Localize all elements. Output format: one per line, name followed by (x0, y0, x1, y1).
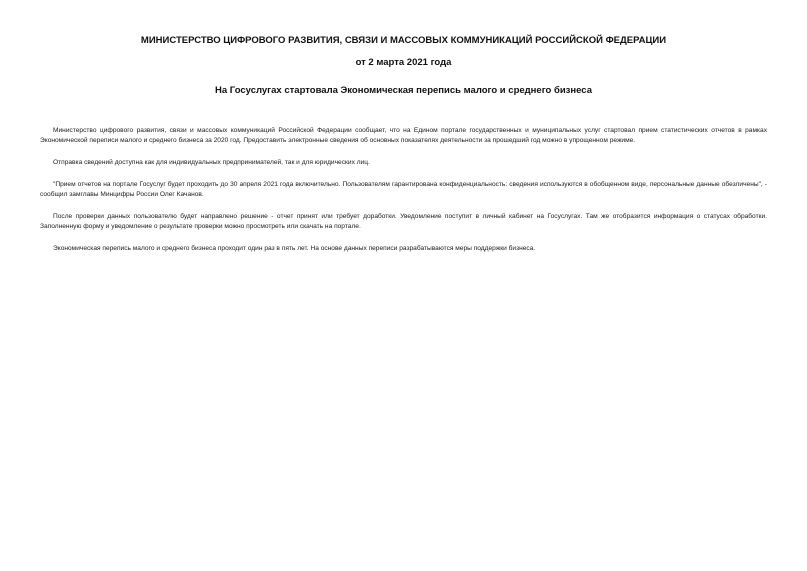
document-date: от 2 марта 2021 года (355, 57, 452, 68)
paragraph: "Прием отчетов на портале Госуслуг будет проходить до 30 апреля 2021 года включительно. Пользователям гарантирована конфиденциальность: сведения используются в обобщенном виде, персональные данные обезличены", - сообщил замглавы Минцифры России Олег Качанов. (40, 181, 767, 198)
ministry-heading: МИНИСТЕРСТВО ЦИФРОВОГО РАЗВИТИЯ, СВЯЗИ И МАССОВЫХ КОММУНИКАЦИЙ РОССИЙСКОЙ ФЕДЕРАЦИИ (140, 35, 667, 46)
document-title: На Госуслугах стартовала Экономическая перепись малого и среднего бизнеса (215, 85, 592, 96)
paragraph: Отправка сведений доступна как для индивидуальных предпринимателей, так и для юридических лиц. (53, 159, 370, 166)
paragraph: Министерство цифрового развития, связи и массовых коммуникаций Российской Федерации сообщает, что на Едином портале государственных и муниципальных услуг стартовал прием статистических отчетов в рамках Экономической переписи малого и среднего бизнеса за 2020 год. Предоставить электронные сведения об основных показателях деятельности за прошедший год можно в упрощенном режиме. (40, 127, 767, 144)
paragraph: После проверки данных пользователю будет направлено решение - отчет принят или требует доработки. Уведомление поступит в личный кабинет на Госуслугах. Там же отобразится информация о статусах обработки. Заполненную форму и уведомление о результате проверки можно просмотреть или скачать на портале. (40, 213, 767, 230)
paragraph: Экономическая перепись малого и среднего бизнеса проходит один раз в пять лет. На основе данных переписи разрабатываются меры поддержки бизнеса. (53, 245, 536, 252)
document-body (40, 126, 767, 266)
